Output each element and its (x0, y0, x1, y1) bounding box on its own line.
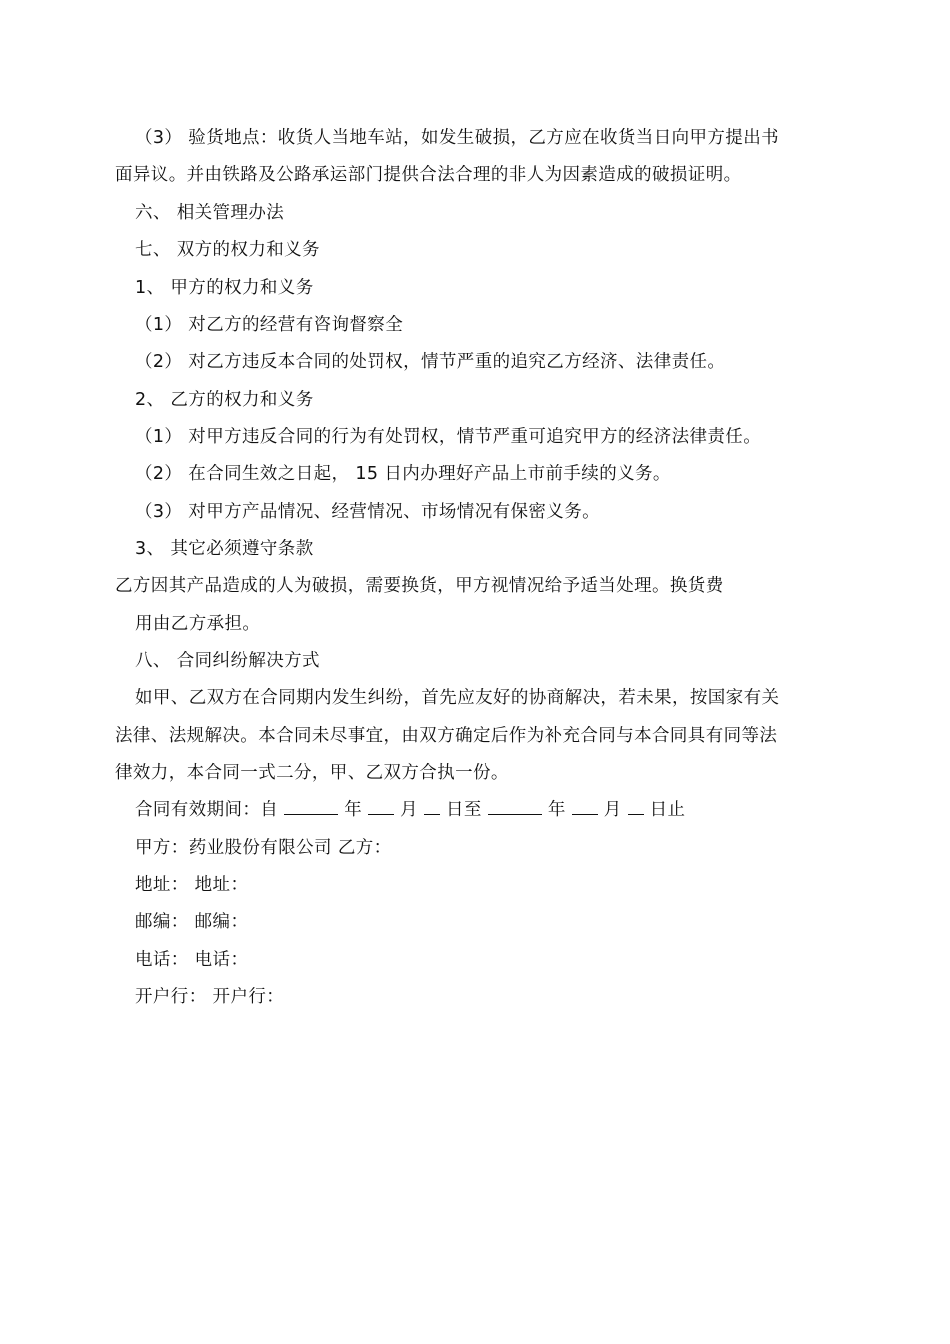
validity-period-line (135, 799, 860, 821)
start-year-blank (284, 800, 338, 815)
subsection-3-heading: 3、 其它必须遵守条款 (135, 539, 314, 559)
subsection-2-item-3: （3） 对甲方产品情况、经营情况、市场情况有保密义务。 (135, 502, 600, 522)
phone-line: 电话： 电话： (135, 950, 249, 970)
subsection-1-item-1: （1） 对乙方的经营有咨询督察全 (135, 315, 404, 335)
address-line: 地址： 地址： (135, 875, 249, 895)
parties-line: 甲方：药业股份有限公司 乙方： (135, 838, 392, 858)
section-6-heading: 六、 相关管理办法 (135, 203, 285, 223)
subsection-2-item-1: （1） 对甲方违反合同的行为有处罚权，情节严重可追究甲方的经济法律责任。 (135, 427, 762, 447)
section-7-heading: 七、 双方的权力和义务 (135, 240, 320, 260)
subsection-3-para-line-2: 用由乙方承担。 (135, 614, 261, 634)
end-year-blank (488, 800, 542, 815)
start-day-blank (424, 800, 440, 815)
validity-year-1: 年 (344, 800, 363, 820)
subsection-1-heading: 1、 甲方的权力和义务 (135, 278, 314, 298)
subsection-3-para-line-1: 乙方因其产品造成的人为破损，需要换货，甲方视情况给予适当处理。换货费 (115, 576, 724, 596)
end-day-blank (628, 800, 644, 815)
section-8-heading: 八、 合同纠纷解决方式 (135, 651, 320, 671)
inspect-place-line-2: 面异议。并由铁路及公路承运部门提供合法合理的非人为因素造成的破损证明。 (115, 165, 742, 185)
subsection-1-item-2: （2） 对乙方违反本合同的处罚权，情节严重的追究乙方经济、法律责任。 (135, 352, 726, 372)
validity-lead: 合同有效期间：自 (135, 800, 279, 820)
section-8-para-line-3: 律效力，本合同一式二分，甲、乙双方合执一份。 (115, 763, 509, 783)
postcode-line: 邮编： 邮编： (135, 912, 249, 932)
bank-line: 开户行： 开户行： (135, 987, 285, 1007)
start-month-blank (368, 800, 394, 815)
validity-day-end: 日止 (649, 800, 686, 820)
validity-day-to: 日至 (446, 800, 482, 820)
end-month-blank (572, 800, 598, 815)
validity-year-2: 年 (547, 800, 566, 820)
subsection-2-item-2: （2） 在合同生效之日起， 15 日内办理好产品上市前手续的义务。 (135, 464, 671, 484)
subsection-2-heading: 2、 乙方的权力和义务 (135, 390, 314, 410)
section-8-para-line-1: 如甲、乙双方在合同期内发生纠纷，首先应友好的协商解决，若未果，按国家有关 (135, 688, 780, 708)
section-8-para-line-2: 法律、法规解决。本合同未尽事宜，由双方确定后作为补充合同与本合同具有同等法 (115, 726, 778, 746)
inspect-place-line-1: （3） 验货地点：收货人当地车站，如发生破损，乙方应在收货当日向甲方提出书 (135, 128, 779, 148)
validity-month-2: 月 (603, 800, 622, 820)
validity-month-1: 月 (400, 800, 419, 820)
